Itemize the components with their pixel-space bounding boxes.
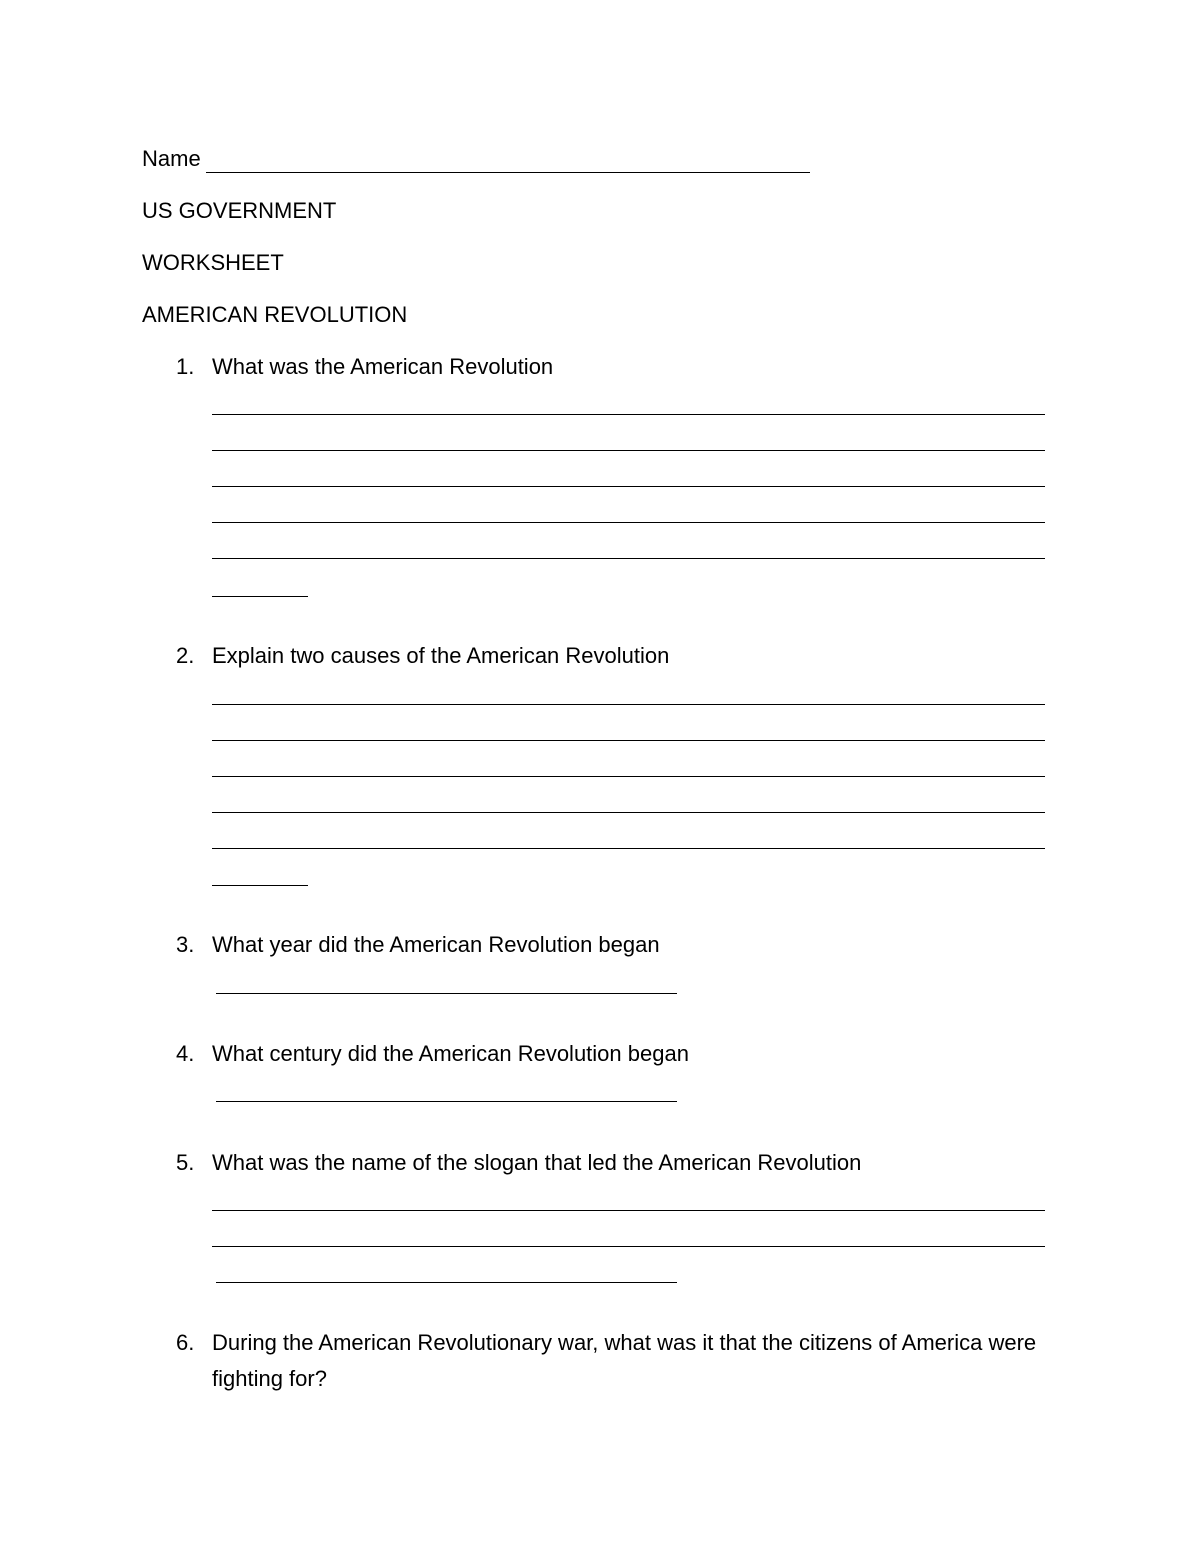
question-text: What was the American Revolution bbox=[212, 354, 554, 379]
answer-line[interactable] bbox=[216, 1282, 677, 1283]
answer-line[interactable] bbox=[212, 558, 1045, 559]
answer-line[interactable] bbox=[212, 776, 1045, 777]
question-number: 3. bbox=[176, 932, 195, 957]
answer-line[interactable] bbox=[212, 1210, 1045, 1211]
question-text: What year did the American Revolution began bbox=[212, 932, 660, 957]
answer-line[interactable] bbox=[212, 486, 1045, 487]
question-text: What was the name of the slogan that led the American Revolution bbox=[212, 1150, 862, 1175]
answer-line[interactable] bbox=[212, 450, 1045, 451]
question-text: Explain two causes of the American Revolution bbox=[212, 643, 670, 668]
answer-line[interactable] bbox=[212, 522, 1045, 523]
answer-line[interactable] bbox=[212, 885, 308, 886]
question-number: 1. bbox=[176, 354, 195, 379]
answer-line[interactable] bbox=[212, 596, 308, 597]
question-text: During the American Revolutionary war, what was it that the citizens of America were fighting for? bbox=[212, 1330, 1037, 1391]
question-text: What century did the American Revolution began bbox=[212, 1041, 689, 1066]
answer-line[interactable] bbox=[212, 812, 1045, 813]
answer-line[interactable] bbox=[212, 704, 1045, 705]
question-number: 5. bbox=[176, 1150, 195, 1175]
question-number: 2. bbox=[176, 643, 195, 668]
name-label: Name bbox=[142, 146, 201, 171]
answer-line[interactable] bbox=[216, 1101, 677, 1102]
course-title: US GOVERNMENT bbox=[142, 198, 337, 223]
question-number: 4. bbox=[176, 1041, 195, 1066]
answer-line[interactable] bbox=[216, 993, 677, 994]
topic-title: AMERICAN REVOLUTION bbox=[142, 302, 408, 327]
answer-line[interactable] bbox=[212, 740, 1045, 741]
answer-line[interactable] bbox=[212, 1246, 1045, 1247]
answer-line[interactable] bbox=[212, 414, 1045, 415]
name-answer-line[interactable] bbox=[206, 172, 810, 173]
document-type: WORKSHEET bbox=[142, 250, 284, 275]
question-number: 6. bbox=[176, 1330, 195, 1355]
answer-line[interactable] bbox=[212, 848, 1045, 849]
